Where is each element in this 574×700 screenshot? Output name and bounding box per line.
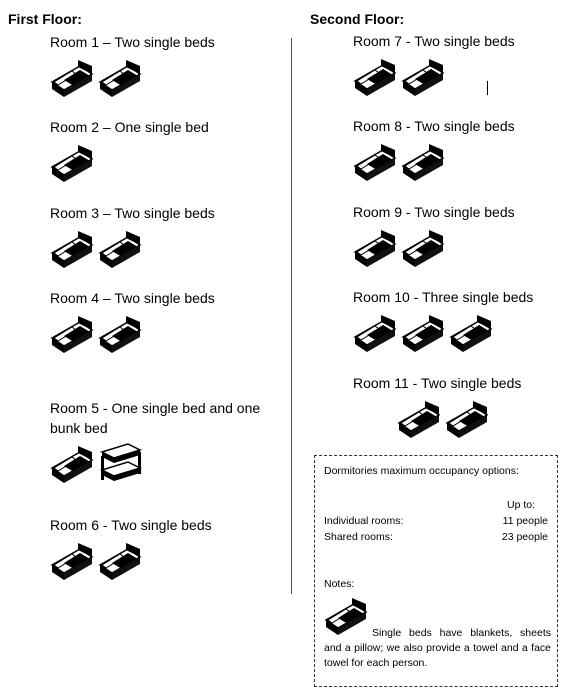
single-bed-icon: [98, 312, 142, 354]
single-bed-icon: [401, 226, 445, 268]
room-label: Room 7 - Two single beds: [353, 33, 515, 49]
room-9: [353, 202, 515, 268]
single-bed-icon: [50, 56, 94, 98]
room-label: Room 6 - Two single beds: [50, 517, 212, 533]
room-3: [50, 203, 215, 269]
single-bed-icon: [50, 539, 94, 581]
single-bed-icon: [397, 397, 441, 439]
room-2: [50, 117, 209, 183]
single-bed-icon: [445, 397, 489, 439]
occupancy-label: Shared rooms:: [324, 531, 393, 543]
bunk-bed-icon: [98, 442, 142, 484]
text-cursor: [487, 81, 488, 95]
single-bed-icon: [353, 55, 397, 97]
single-bed-icon: [353, 311, 397, 353]
single-bed-icon: [50, 141, 94, 183]
single-bed-icon: [50, 227, 94, 269]
single-bed-icon: [50, 442, 94, 484]
single-bed-icon: [401, 311, 445, 353]
occupancy-row-individual: [324, 514, 548, 529]
room-1: [50, 32, 215, 98]
room-label: Room 3 – Two single beds: [50, 205, 215, 221]
occupancy-value: 23 people: [501, 531, 548, 543]
room-label: Room 1 – Two single beds: [50, 34, 215, 50]
room-label: Room 2 – One single bed: [50, 119, 209, 135]
room-label: Room 5 - One single bed and one bunk bed: [50, 400, 261, 436]
single-bed-icon: [353, 140, 397, 182]
single-bed-icon: [449, 311, 493, 353]
room-label: Room 11 - Two single beds: [353, 375, 522, 391]
single-bed-icon: [353, 226, 397, 268]
occupancy-label: Individual rooms:: [324, 515, 404, 527]
room-7: [353, 31, 515, 97]
room-label: Room 10 - Three single beds: [353, 289, 534, 305]
room-10: [353, 287, 533, 353]
room-label: Room 8 - Two single beds: [353, 118, 515, 134]
single-bed-icon: [98, 56, 142, 98]
single-bed-icon: [98, 227, 142, 269]
single-bed-icon: [50, 312, 94, 354]
occupancy-info-box: [314, 455, 558, 687]
room-label: Room 9 - Two single beds: [353, 204, 515, 220]
occupancy-row-shared: [324, 530, 548, 545]
room-11: [353, 373, 521, 439]
single-bed-icon: [401, 55, 445, 97]
room-5: [50, 398, 290, 484]
upto-label: Up to:: [506, 499, 535, 511]
room-label: Room 4 – Two single beds: [50, 290, 215, 306]
first-floor-heading: First Floor:: [8, 11, 82, 27]
info-title: Dormitories maximum occupancy options:: [324, 465, 519, 477]
notes-title: Notes:: [324, 578, 355, 590]
occupancy-value: 11 people: [502, 515, 548, 527]
room-4: [50, 288, 215, 354]
notes-text: Single beds have blankets, sheets and a pillow; we also provide a towel and a face towel for each person.: [324, 627, 551, 669]
single-bed-icon: [401, 140, 445, 182]
second-floor-heading: Second Floor:: [310, 11, 405, 27]
floor-divider: [291, 38, 292, 594]
room-8: [353, 116, 515, 182]
room-6: [50, 515, 212, 581]
single-bed-icon: [98, 539, 142, 581]
